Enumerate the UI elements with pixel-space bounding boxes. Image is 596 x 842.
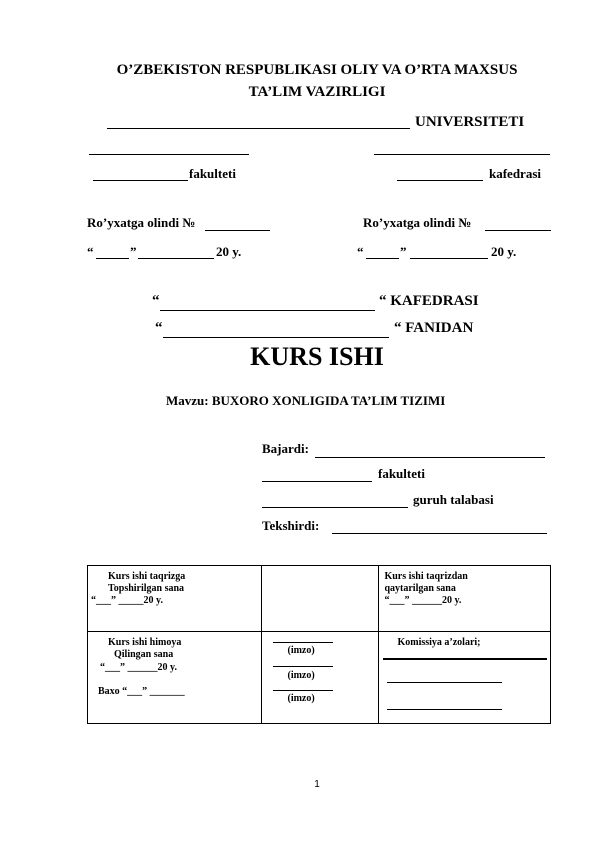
review-submit-line1: Kurs ishi taqrizga — [108, 571, 186, 582]
review-submit-cell — [88, 566, 262, 632]
department-name-blank — [397, 180, 483, 181]
tekshirdi-blank — [332, 533, 547, 534]
review-table — [87, 565, 551, 724]
bajardi-label: Bajardi: — [262, 441, 309, 456]
registration-right-month-blank — [410, 258, 488, 259]
university-label: UNIVERSITETI — [415, 114, 525, 130]
review-submit-date: “___” _____20 y. — [91, 595, 163, 606]
tekshirdi-label: Tekshirdi: — [262, 518, 320, 533]
registration-right-day-blank — [366, 258, 399, 259]
defense-cell — [88, 632, 262, 724]
grade-line: Baxo “___” _______ — [98, 686, 185, 697]
fan-name-blank — [163, 337, 389, 338]
page-number: 1 — [314, 779, 320, 790]
imzo-label-1: (imzo) — [287, 645, 315, 656]
review-return-date: “___” ______20 y. — [384, 595, 462, 606]
performer-faculty-blank — [262, 481, 372, 482]
commission-member-line-2 — [387, 682, 502, 683]
document-title: KURS ISHI — [250, 342, 384, 371]
commission-member-line-3 — [387, 709, 502, 710]
defense-line2: Qilingan sana — [114, 649, 174, 660]
bajardi-blank — [315, 457, 545, 458]
right-header-blank — [374, 154, 550, 155]
commission-cell — [379, 632, 551, 724]
imzo-label-3: (imzo) — [287, 693, 315, 704]
registration-right-number-blank — [485, 230, 551, 231]
department-label: kafedrasi — [489, 166, 541, 181]
signatures-cell — [262, 632, 379, 724]
faculty-name-blank — [93, 180, 188, 181]
registration-right-close-quote: ” — [400, 244, 407, 259]
topic-label: Mavzu: — [166, 393, 209, 408]
commission-member-line-1 — [383, 658, 547, 660]
review-return-line1: Kurs ishi taqrizdan — [384, 571, 468, 582]
signature-line-2 — [273, 666, 333, 667]
review-submit-line2: Topshirilgan sana — [108, 583, 185, 594]
faculty-label: fakulteti — [189, 166, 236, 181]
topic-line — [166, 393, 445, 409]
registration-left-close-quote: ” — [130, 244, 137, 259]
registration-left-number-blank — [205, 230, 270, 231]
registration-left-day-blank — [96, 258, 129, 259]
review-return-cell — [379, 566, 551, 632]
fan-open-quote: “ — [155, 320, 163, 336]
fan-label: “ FANIDAN — [394, 320, 474, 336]
review-return-line2: qaytarilgan sana — [384, 583, 456, 594]
performer-faculty-label: fakulteti — [378, 466, 425, 481]
registration-left-month-blank — [138, 258, 214, 259]
registration-right-open-quote: “ — [357, 244, 364, 259]
defense-date: “___” ______20 y. — [100, 662, 177, 673]
left-header-blank — [89, 154, 249, 155]
university-name-blank — [107, 128, 410, 129]
registration-right-label: Ro’yxatga olindi № — [363, 215, 472, 230]
defense-line1: Kurs ishi himoya — [108, 637, 182, 648]
kafedra-name-blank — [160, 310, 375, 311]
registration-left-year: 20 y. — [216, 244, 242, 259]
ministry-line-1: O’ZBEKISTON RESPUBLIKASI OLIY VA O’RTA MAXSUS — [116, 62, 518, 78]
group-blank — [262, 507, 408, 508]
imzo-label-2: (imzo) — [287, 670, 315, 681]
registration-right-year: 20 y. — [491, 244, 517, 259]
registration-left-open-quote: “ — [87, 244, 94, 259]
kafedra-label: “ KAFEDRASI — [379, 293, 479, 309]
review-middle-cell — [262, 566, 379, 632]
signature-line-3 — [273, 690, 333, 691]
commission-label: Komissiya a’zolari; — [397, 637, 481, 648]
signature-line-1 — [273, 642, 333, 643]
ministry-line-2: TA’LIM VAZIRLIGI — [248, 84, 386, 100]
registration-left-label: Ro’yxatga olindi № — [87, 215, 196, 230]
topic-value: BUXORO XONLIGIDA TA’LIM TIZIMI — [211, 393, 446, 408]
kafedra-open-quote: “ — [152, 293, 160, 309]
group-label: guruh talabasi — [413, 492, 494, 507]
